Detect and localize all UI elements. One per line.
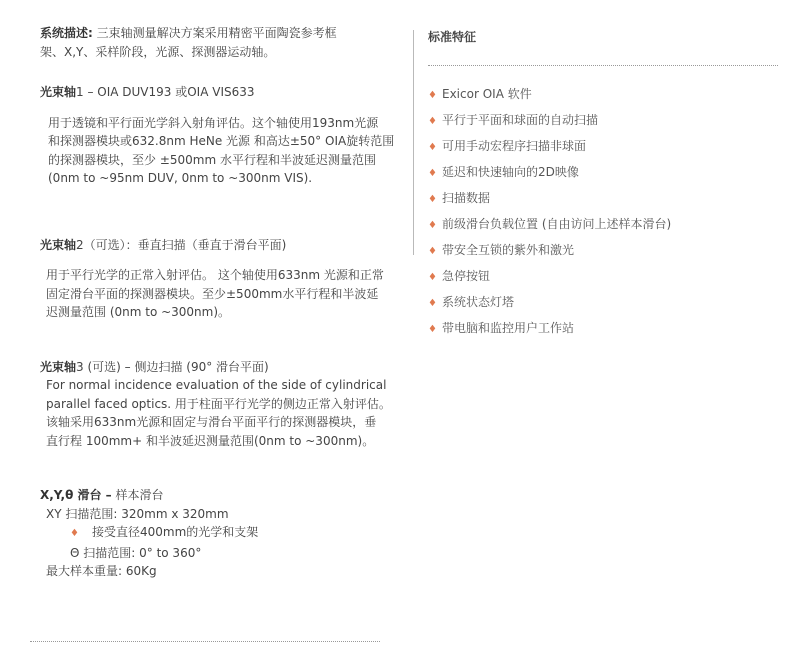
axis1-desc-line: 的探测器模块，至少 ±500mm 水平行程和半波延迟测量范围 [48, 152, 376, 167]
feature-item: ♦ 延迟和快速轴向的2D映像 [428, 160, 783, 186]
stage-theta-range: Θ 扫描范围: 0° to 360° [70, 545, 202, 560]
axis2-desc-line: 用于平行光学的正常入射评估。 这个轴使用633nm 光源和正常 [46, 268, 384, 282]
bullet-icon: ♦ [428, 142, 437, 153]
features-title: 标准特征 [428, 30, 477, 44]
spec-column [40, 24, 400, 581]
bullet-icon: ♦ [428, 168, 437, 179]
axis3-desc-line: 该轴采用633nm光源和固定与滑台平面平行的探测器模块，垂 [46, 415, 377, 429]
axis2-title: 光束轴2（可选）：垂直扫描（垂直于滑台平面) [40, 237, 287, 252]
feature-item: ♦ 前级滑台负载位置 (自由访问上述样本滑台) [428, 212, 783, 238]
axis1-desc-line: (0nm to ~95nm DUV, 0nm to ~300nm VIS). [48, 171, 313, 185]
axis2-desc-line: 固定滑台平面的探测器模块。至少±500mm水平行程和半波延 [46, 286, 379, 301]
dotted-divider [428, 65, 778, 66]
feature-item: ♦ 系统状态灯塔 [428, 290, 783, 316]
feature-item: ♦ 可用手动宏程序扫描非球面 [428, 134, 783, 160]
axis2-desc-line: 迟测量范围 (0nm to ~300nm)。 [46, 305, 231, 319]
axis2-description [40, 266, 400, 322]
axis1-desc-line: 用于透镜和平行面光学斜入射角评估。这个轴使用193nm光源 [48, 115, 379, 130]
axis3-description [40, 376, 400, 450]
features-column [428, 28, 783, 342]
bullet-icon: ♦ [428, 272, 437, 283]
intro-line-2: 架、X,Y、采样阶段，光源、探测器运动轴。 [40, 44, 276, 59]
axis1-description [40, 114, 400, 188]
column-divider [413, 30, 414, 255]
bullet-icon: ♦ [428, 298, 437, 309]
stage-bullet-row: ♦ 接受直径400mm的光学和支架 [40, 523, 400, 544]
stage-xy-range: XY 扫描范围: 320mm x 320mm [46, 506, 229, 521]
bullet-icon: ♦ [428, 324, 437, 335]
bullet-icon: ♦ [428, 90, 437, 101]
feature-item: ♦ 急停按钮 [428, 264, 783, 290]
intro-line-1: 系统描述: 三束轴测量解决方案采用精密平面陶瓷参考框 [40, 26, 337, 40]
feature-item: ♦ 带电脑和监控用户工作站 [428, 316, 783, 342]
bullet-icon: ♦ [428, 194, 437, 205]
bottom-dotted-divider [30, 641, 380, 642]
axis3-desc-line: parallel faced optics. 用于柱面平行光学的侧边正常入射评估。 [46, 396, 391, 411]
features-list [428, 82, 783, 342]
axis3-desc-line: For normal incidence evaluation of the side of cylindrical [46, 378, 387, 392]
stage-max-weight: 最大样本重量: 60Kg [46, 564, 157, 578]
axis3-desc-line: 直行程 100mm+ 和半波延迟测量范围(0nm to ~300nm)。 [46, 433, 375, 448]
feature-item: ♦ 带安全互锁的紫外和激光 [428, 238, 783, 264]
stage-title: X,Y,θ 滑台 – 样本滑台 [40, 488, 164, 502]
feature-item: ♦ 平行于平面和球面的自动扫描 [428, 108, 783, 134]
bullet-icon: ♦ [428, 116, 437, 127]
feature-item: ♦ Exicor OIA 软件 [428, 82, 783, 108]
axis1-title: 光束轴1 – OIA DUV193 或OIA VIS633 [40, 85, 255, 99]
intro-label: 系统描述: [40, 26, 93, 40]
bullet-icon: ♦ [70, 528, 79, 539]
axis1-desc-line: 和探测器模块或632.8nm HeNe 光源 和高达±50° OIA旋转范围 [48, 134, 395, 148]
bullet-icon: ♦ [428, 246, 437, 257]
feature-item: ♦ 扫描数据 [428, 186, 783, 212]
axis3-title: 光束轴3 (可选) – 侧边扫描 (90° 滑台平面) [40, 359, 269, 374]
bullet-icon: ♦ [428, 220, 437, 231]
